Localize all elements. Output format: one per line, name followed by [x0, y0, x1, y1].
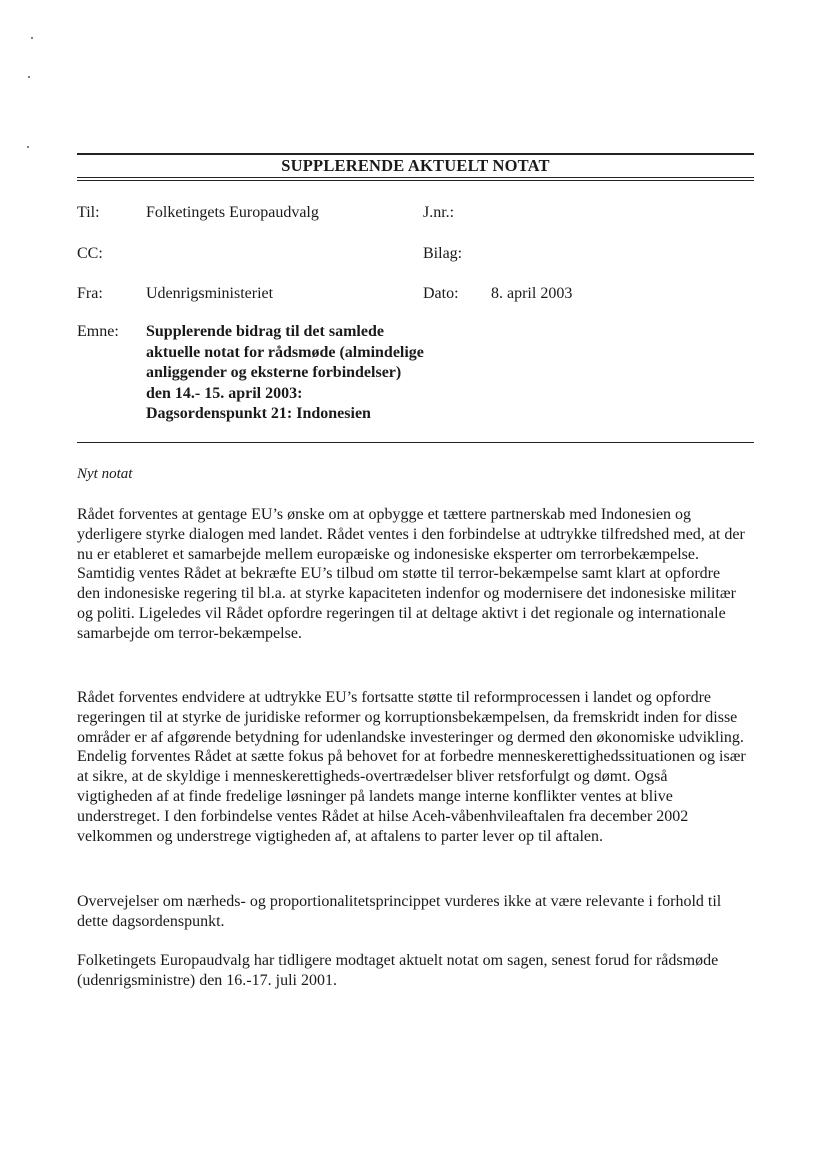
title-rule-thick [77, 180, 754, 181]
paragraph-2: Rådet forventes endvidere at udtrykke EU’s fortsatte støtte til reformprocessen i landet og opfordre regeringen til at styrke de juridiske reformer og korruptionsbekæmpelsen, da fremskridt inden for disse områder er af afgørende betydning for udenlandske investeringer og dermed den økonomiske udvikling. Endelig forventes Rådet at sætte fokus på behovet for at forbedre menneskerettighedssituationen og især at sikre, at de skyldige i menneskerettigheds-overtrædelser bliver retsforfulgt og dømt. Også vigtigheden af at finde fredelige løsninger på landets mange interne konflikter ventes at blive understreget. I den forbindelse ventes Rådet at hilse Aceh-våbenhvileaftalen fra december 2002 velkommen og understrege vigtigheden af, at aftalens to parter lever op til aftalen. [77, 689, 746, 845]
note-type: Nyt notat [77, 466, 133, 482]
scan-speck [28, 76, 30, 78]
scan-speck [31, 37, 33, 39]
bilag-label: Bilag: [423, 245, 463, 262]
jnr-label: J.nr.: [423, 204, 455, 221]
scan-speck [27, 146, 29, 148]
top-rule [77, 153, 754, 155]
emne-value: Supplerende bidrag til det samlede aktuelle notat for rådsmøde (almindelige anliggender og eksterne forbindelser) den 14.- 15. april 2003: Dagsordenspunkt 21: Indonesien [146, 323, 424, 422]
dato-value: 8. april 2003 [491, 285, 573, 302]
fra-value: Udenrigsministeriet [146, 285, 274, 302]
fra-label: Fra: [77, 285, 103, 302]
cc-label: CC: [77, 245, 103, 262]
emne-label: Emne: [77, 323, 119, 340]
til-label: Til: [77, 204, 100, 221]
til-value: Folketingets Europaudvalg [146, 204, 319, 221]
header-bottom-rule [77, 442, 754, 443]
document-title: SUPPLERENDE AKTUELT NOTAT [281, 156, 550, 175]
paragraph-4: Folketingets Europaudvalg har tidligere modtaget aktuelt notat om sagen, senest forud for rådsmøde (udenrigsministre) den 16.-17. juli 2001. [77, 952, 719, 989]
title-rule [77, 177, 754, 178]
paragraph-3: Overvejelser om nærheds- og proportionalitetsprincippet vurderes ikke at være relevante i forhold til dette dagsordenspunkt. [77, 893, 722, 930]
dato-label: Dato: [423, 285, 459, 302]
paragraph-1: Rådet forventes at gentage EU’s ønske om at opbygge et tættere partnerskab med Indonesien og yderligere styrke dialogen med landet. Rådet ventes i den forbindelse at udtrykke tilfredshed med, at der nu er etableret et samarbejde mellem europæiske og indonesiske eksperter om terrorbekæmpelse. Samtidig ventes Rådet at bekræfte EU’s tilbud om støtte til terror-bekæmpelse samt klart at opfordre den indonesiske regering til bl.a. at styrke kapaciteten indenfor og modernisere det indonesiske militær og politi. Ligeledes vil Rådet opfordre regeringen til at deltage aktivt i det regionale og internationale samarbejde om terror-bekæmpelse. [77, 506, 745, 642]
